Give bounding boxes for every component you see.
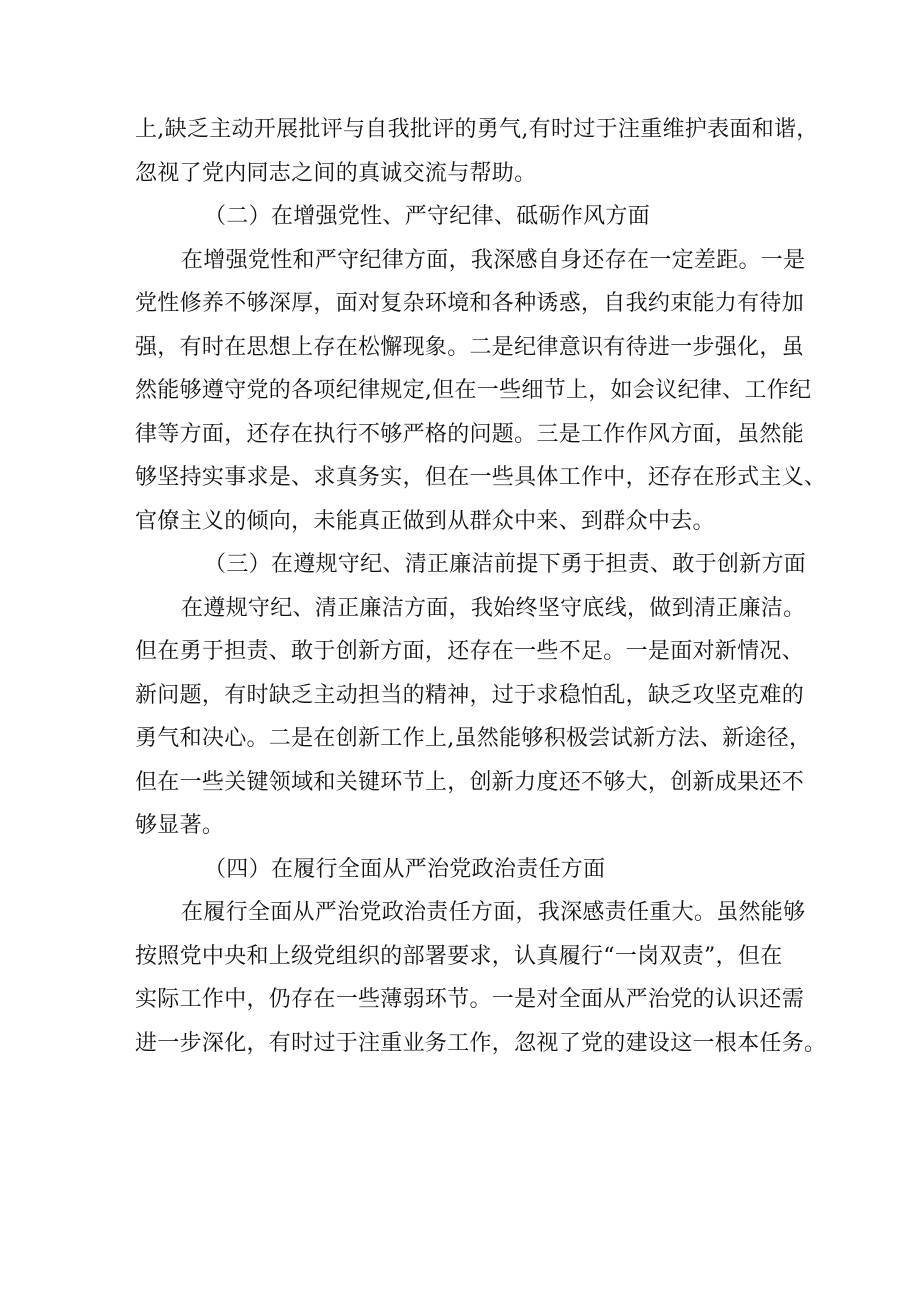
text-line: 勇气和决心。二是在创新工作上,虽然能够积极尝试新方法、新途径， [135, 726, 812, 751]
document-body [135, 108, 827, 1065]
section-heading: （四）在履行全面从严治党政治责任方面 [204, 856, 606, 882]
text-line: 实际工作中，仍存在一些薄弱环节。一是对全面从严治党的认识还需 [135, 987, 805, 1012]
paragraph-first-line: 在遵规守纪、清正廉洁方面，我始终坚守底线，做到清正廉洁。 [181, 595, 806, 621]
text-line: 党性修养不够深厚，面对复杂环境和各种诱惑，自我约束能力有待加 [135, 291, 805, 316]
text-line: 够显著。 [135, 813, 225, 838]
text-line: 进一步深化，有时过于注重业务工作，忽视了党的建设这一根本任务。 [135, 1030, 827, 1056]
text-line: 但在勇于担责、敢于创新方面，还存在一些不足。一是面对新情况、 [135, 639, 805, 664]
text-line: 强，有时在思想上存在松懈现象。二是纪律意识有待进一步强化，虽 [135, 334, 805, 360]
text-line: 新问题，有时缺乏主动担当的精神，过于求稳怕乱，缺乏攻坚克难的 [135, 682, 805, 708]
text-line: 上,缺乏主动开展批评与自我批评的勇气,有时过于注重维护表面和谐， [135, 117, 819, 142]
text-line: 但在一些关键领域和关键环节上，创新力度还不够大，创新成果还不 [135, 769, 805, 795]
text-line: 官僚主义的倾向，未能真正做到从群众中来、到群众中去。 [135, 508, 715, 534]
paragraph-first-line: 在履行全面从严治党政治责任方面，我深感责任重大。虽然能够 [181, 900, 806, 925]
text-line: 够坚持实事求是、求真务实，但在一些具体工作中，还存在形式主义、 [135, 465, 827, 490]
section-heading: （三）在遵规守纪、清正廉洁前提下勇于担责、敢于创新方面 [204, 552, 807, 577]
text-line: 按照党中央和上级党组织的部署要求，认真履行“一岗双责”，但在 [135, 943, 783, 969]
paragraph-first-line: 在增强党性和严守纪律方面，我深感自身还存在一定差距。一是 [181, 247, 806, 273]
text-line: 忽视了党内同志之间的真诚交流与帮助。 [135, 160, 537, 186]
text-line: 律等方面，还存在执行不够严格的问题。三是工作作风方面，虽然能 [135, 421, 805, 447]
section-heading: （二）在增强党性、严守纪律、砥砺作风方面 [204, 204, 651, 229]
text-line: 然能够遵守党的各项纪律规定,但在一些细节上，如会议纪律、工作纪 [135, 378, 812, 403]
